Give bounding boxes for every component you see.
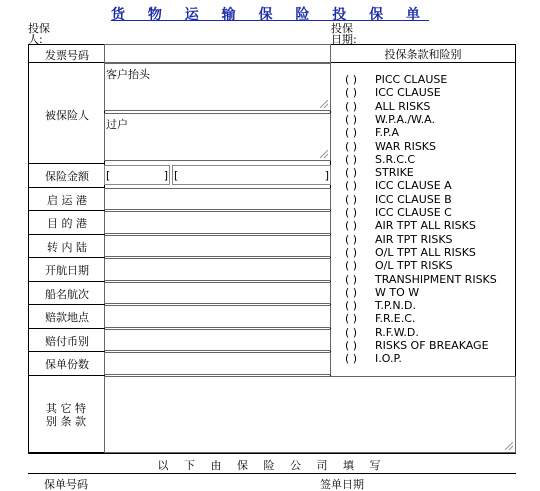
- clause-item[interactable]: [345, 166, 414, 179]
- clause-checkbox[interactable]: ( ): [345, 126, 358, 140]
- resize-grip-icon[interactable]: [505, 442, 513, 450]
- clause-label: S.R.C.C: [375, 152, 416, 166]
- insured-label: 被保险人: [45, 109, 89, 122]
- clause-label: O/L TPT RISKS: [375, 259, 453, 273]
- clause-item[interactable]: [345, 73, 447, 86]
- clause-label: O/L TPT ALL RISKS: [375, 245, 476, 259]
- clause-item[interactable]: [345, 233, 453, 246]
- rule-bottom: [28, 453, 516, 454]
- clause-checkbox[interactable]: ( ): [345, 73, 358, 86]
- port-start-input[interactable]: [104, 188, 331, 210]
- bracket-left: [: [106, 169, 111, 182]
- vessel-label: 船名航次: [45, 288, 89, 301]
- rule-claim-place: [28, 328, 105, 329]
- rule-claim-currency: [28, 351, 105, 352]
- invoice-no-label: 发票号码: [45, 49, 89, 62]
- clause-item[interactable]: [345, 339, 489, 352]
- rule-footer: [28, 473, 516, 474]
- rule-transship: [28, 257, 105, 258]
- clause-label: I.O.P.: [375, 352, 402, 366]
- clause-label: W.P.A./W.A.: [375, 112, 436, 126]
- clause-checkbox[interactable]: ( ): [345, 166, 358, 180]
- rule-vessel: [28, 304, 105, 305]
- transship-label: 转 内 陆: [47, 241, 87, 254]
- clause-label: WAR RISKS: [375, 139, 437, 153]
- sail-date-label: 开航日期: [45, 264, 89, 277]
- clause-checkbox[interactable]: ( ): [345, 312, 358, 326]
- sail-date-input[interactable]: [104, 258, 331, 281]
- amount-value-input[interactable]: [172, 165, 331, 185]
- clause-checkbox[interactable]: ( ): [345, 245, 358, 259]
- resize-grip-icon[interactable]: [320, 150, 328, 158]
- clause-label: F.R.E.C.: [375, 312, 416, 326]
- clause-label: ICC CLAUSE A: [375, 179, 452, 193]
- clause-checkbox[interactable]: ( ): [345, 325, 358, 339]
- clause-item[interactable]: [345, 206, 452, 219]
- clause-item[interactable]: [345, 140, 436, 153]
- insured-header-textarea[interactable]: [104, 63, 331, 111]
- clause-checkbox[interactable]: ( ): [345, 192, 358, 206]
- copies-input[interactable]: [104, 352, 331, 375]
- form-title: 货 物 运 输 保 险 投 保 单: [111, 7, 429, 23]
- clause-checkbox[interactable]: ( ): [345, 139, 358, 153]
- applicant-label: 投保人:: [28, 22, 50, 46]
- clause-checkbox[interactable]: ( ): [345, 112, 358, 126]
- claim-currency-input[interactable]: [104, 329, 331, 351]
- claim-place-input[interactable]: [104, 305, 331, 328]
- port-dest-label: 目 的 港: [47, 217, 87, 230]
- clause-label: AIR TPT RISKS: [375, 232, 453, 246]
- bracket-right: ]: [163, 169, 168, 182]
- rule-sail-date: [28, 281, 105, 282]
- clause-item[interactable]: [345, 179, 452, 192]
- clause-label: R.F.W.D.: [375, 325, 419, 339]
- clause-checkbox[interactable]: ( ): [345, 219, 358, 233]
- sign-date-label: 签单日期: [320, 478, 364, 491]
- clause-item[interactable]: [345, 126, 399, 139]
- company-fill-note: 以 下 由 保 险 公 司 填 写: [157, 459, 387, 472]
- rule-insured: [28, 163, 105, 164]
- rule-port-start: [28, 210, 105, 211]
- clause-item[interactable]: [345, 100, 430, 113]
- clause-label: TRANSHIPMENT RISKS: [375, 272, 497, 286]
- rule-port-dest: [28, 234, 105, 235]
- clause-item[interactable]: [345, 246, 476, 259]
- clauses-header: 投保条款和险别: [384, 48, 462, 61]
- clause-item[interactable]: [345, 86, 441, 99]
- clause-label: ICC CLAUSE: [375, 86, 441, 100]
- clause-checkbox[interactable]: ( ): [345, 299, 358, 313]
- apply-date-label: 投保日期:: [331, 22, 357, 46]
- copies-label: 保单份数: [45, 358, 89, 371]
- rule-amount: [28, 187, 105, 188]
- clause-checkbox[interactable]: ( ): [345, 339, 358, 352]
- clause-checkbox[interactable]: ( ): [345, 99, 358, 113]
- clause-item[interactable]: [345, 193, 452, 206]
- transship-input[interactable]: [104, 235, 331, 257]
- clause-item[interactable]: [345, 326, 419, 339]
- clause-item[interactable]: [345, 286, 419, 299]
- claim-place-label: 赔款地点: [45, 311, 89, 324]
- clause-label: ALL RISKS: [375, 99, 431, 113]
- clause-checkbox[interactable]: ( ): [345, 152, 358, 166]
- clause-label: STRIKE: [375, 166, 414, 180]
- amount-label: 保险金额: [45, 170, 89, 183]
- clause-checkbox[interactable]: ( ): [345, 86, 358, 100]
- vessel-input[interactable]: [104, 282, 331, 304]
- clause-label: ICC CLAUSE B: [375, 192, 452, 206]
- clause-checkbox[interactable]: ( ): [345, 352, 358, 366]
- clause-item[interactable]: [345, 312, 415, 325]
- bracket-left: [: [174, 169, 179, 182]
- clause-checkbox[interactable]: ( ): [345, 179, 358, 193]
- clause-item[interactable]: [345, 352, 402, 365]
- clause-checkbox[interactable]: ( ): [345, 232, 358, 246]
- invoice-no-input[interactable]: [104, 44, 331, 63]
- clause-label: T.P.N.D.: [375, 299, 417, 313]
- clause-item[interactable]: [345, 113, 435, 126]
- clause-item[interactable]: [345, 153, 415, 166]
- clause-label: F.P.A: [375, 126, 399, 140]
- special-terms-label: 其 它 特 别 条 款: [46, 402, 86, 428]
- rule-copies: [28, 375, 105, 376]
- insured-transfer-textarea[interactable]: [104, 113, 331, 161]
- insured-header-label: 客户抬头: [106, 68, 150, 81]
- clause-checkbox[interactable]: ( ): [345, 206, 358, 219]
- clause-checkbox[interactable]: ( ): [345, 259, 358, 273]
- port-start-label: 启 运 港: [47, 194, 87, 207]
- clause-label: W TO W: [375, 285, 420, 299]
- clause-item[interactable]: [345, 273, 497, 286]
- clause-item[interactable]: [345, 259, 453, 272]
- bracket-right: ]: [324, 169, 329, 182]
- clause-item[interactable]: [345, 219, 476, 232]
- clause-item[interactable]: [345, 299, 416, 312]
- port-dest-input[interactable]: [104, 211, 331, 234]
- insured-transfer-label: 过户: [106, 118, 128, 131]
- policy-no-label: 保单号码: [44, 478, 88, 491]
- clause-label: ICC CLAUSE C: [375, 206, 452, 219]
- clause-label: RISKS OF BREAKAGE: [375, 339, 489, 352]
- special-terms-textarea[interactable]: [104, 376, 516, 453]
- amount-currency-input[interactable]: [104, 165, 170, 185]
- clause-checkbox[interactable]: ( ): [345, 272, 358, 286]
- clause-label: PICC CLAUSE: [375, 73, 448, 86]
- clause-checkbox[interactable]: ( ): [345, 285, 358, 299]
- claim-currency-label: 赔付币别: [45, 335, 89, 348]
- resize-grip-icon[interactable]: [320, 100, 328, 108]
- clause-label: AIR TPT ALL RISKS: [375, 219, 476, 233]
